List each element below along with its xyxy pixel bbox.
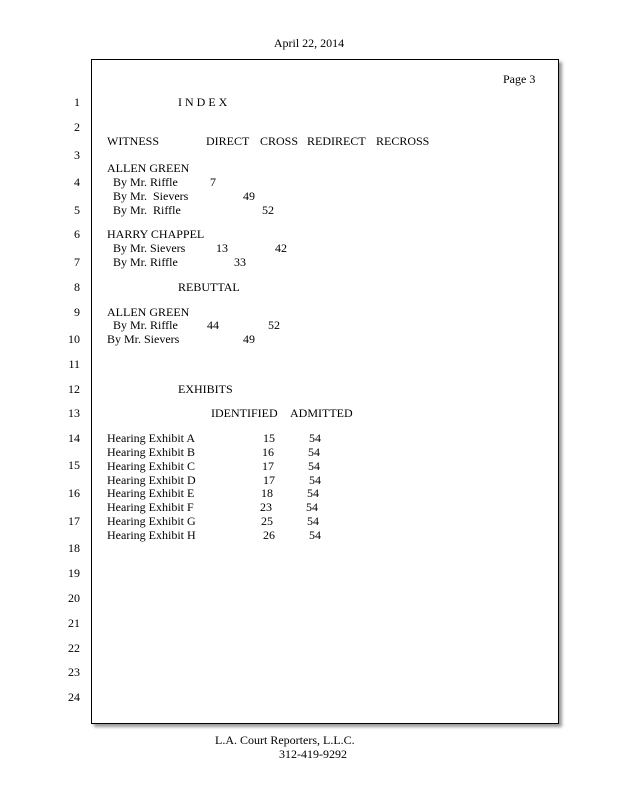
exhibit-admitted: 54 bbox=[306, 500, 318, 514]
line-number: 17 bbox=[68, 514, 80, 528]
examiner: By Mr. Riffle bbox=[113, 255, 178, 269]
exhibit-identified: 23 bbox=[260, 500, 272, 514]
page-ref: 42 bbox=[275, 241, 287, 255]
page-ref: 7 bbox=[210, 175, 216, 189]
footer-company: L.A. Court Reporters, L.L.C. bbox=[215, 733, 355, 747]
examiner: By Mr. Riffle bbox=[113, 203, 181, 217]
line-number: 11 bbox=[68, 357, 80, 371]
footer-phone: 312-419-9292 bbox=[279, 747, 347, 761]
line-number: 9 bbox=[74, 305, 80, 319]
examiner: By Mr. Riffle bbox=[113, 318, 178, 332]
page-label: Page 3 bbox=[503, 72, 536, 86]
header-date: April 22, 2014 bbox=[273, 36, 345, 50]
page-ref: 49 bbox=[243, 189, 255, 203]
page-ref: 44 bbox=[207, 318, 219, 332]
exhibit-identified: 25 bbox=[261, 514, 273, 528]
line-number: 12 bbox=[68, 382, 80, 396]
line-number: 4 bbox=[74, 175, 80, 189]
exhibit-name: Hearing Exhibit B bbox=[107, 445, 195, 459]
exhibit-name: Hearing Exhibit G bbox=[107, 514, 196, 528]
exhibit-name: Hearing Exhibit A bbox=[107, 431, 195, 445]
exhibit-name: Hearing Exhibit D bbox=[107, 473, 196, 487]
line-number: 8 bbox=[74, 280, 80, 294]
column-redirect: REDIRECT bbox=[307, 134, 366, 148]
line-number: 2 bbox=[74, 120, 80, 134]
exhibit-name: Hearing Exhibit E bbox=[107, 486, 195, 500]
exhibit-admitted: 54 bbox=[307, 514, 319, 528]
exhibit-identified: 15 bbox=[263, 431, 275, 445]
page-ref: 33 bbox=[234, 255, 246, 269]
line-number: 18 bbox=[68, 541, 80, 555]
line-number: 20 bbox=[68, 591, 80, 605]
exhibit-identified: 18 bbox=[261, 486, 273, 500]
transcript-page bbox=[91, 59, 559, 724]
column-direct: DIRECT bbox=[206, 134, 250, 148]
exhibit-identified: 17 bbox=[263, 473, 275, 487]
line-number: 16 bbox=[68, 486, 80, 500]
exhibit-name: Hearing Exhibit F bbox=[107, 500, 194, 514]
exhibit-identified: 26 bbox=[263, 528, 275, 542]
page-ref: 52 bbox=[262, 203, 274, 217]
exhibit-identified: 17 bbox=[262, 459, 274, 473]
index-title: I N D E X bbox=[178, 95, 228, 109]
column-recross: RECROSS bbox=[376, 134, 430, 148]
line-number: 13 bbox=[68, 406, 80, 420]
examiner: By Mr. Sievers bbox=[107, 332, 180, 346]
column-admitted: ADMITTED bbox=[290, 406, 353, 420]
exhibit-admitted: 54 bbox=[307, 486, 319, 500]
column-witness: WITNESS bbox=[107, 134, 159, 148]
witness-name: HARRY CHAPPEL bbox=[107, 227, 205, 241]
exhibit-admitted: 54 bbox=[308, 459, 320, 473]
witness-name: ALLEN GREEN bbox=[107, 161, 190, 175]
exhibit-admitted: 54 bbox=[309, 473, 321, 487]
line-number: 3 bbox=[74, 148, 80, 162]
column-cross: CROSS bbox=[260, 134, 299, 148]
line-number: 15 bbox=[68, 458, 80, 472]
witness-name: ALLEN GREEN bbox=[107, 305, 190, 319]
line-number: 23 bbox=[68, 665, 80, 679]
rebuttal-title: REBUTTAL bbox=[178, 280, 240, 294]
exhibit-admitted: 54 bbox=[308, 445, 320, 459]
examiner: By Mr. Sievers bbox=[113, 241, 186, 255]
examiner: By Mr. Riffle bbox=[113, 175, 178, 189]
line-number: 1 bbox=[74, 95, 80, 109]
page-ref: 49 bbox=[243, 332, 255, 346]
line-number: 5 bbox=[74, 203, 80, 217]
exhibit-admitted: 54 bbox=[309, 431, 321, 445]
exhibit-identified: 16 bbox=[262, 445, 274, 459]
line-number: 7 bbox=[74, 255, 80, 269]
page-ref: 13 bbox=[216, 241, 228, 255]
exhibit-name: Hearing Exhibit C bbox=[107, 459, 195, 473]
line-number: 22 bbox=[68, 641, 80, 655]
line-number: 24 bbox=[68, 690, 80, 704]
line-number: 6 bbox=[74, 227, 80, 241]
exhibit-admitted: 54 bbox=[309, 528, 321, 542]
line-number: 10 bbox=[68, 332, 80, 346]
exhibits-title: EXHIBITS bbox=[178, 382, 233, 396]
line-number: 14 bbox=[68, 431, 80, 445]
line-number: 19 bbox=[68, 566, 80, 580]
exhibit-name: Hearing Exhibit H bbox=[107, 528, 196, 542]
column-identified: IDENTIFIED bbox=[211, 406, 278, 420]
page-ref: 52 bbox=[268, 318, 280, 332]
line-number: 21 bbox=[68, 616, 80, 630]
examiner: By Mr. Sievers bbox=[113, 189, 189, 203]
